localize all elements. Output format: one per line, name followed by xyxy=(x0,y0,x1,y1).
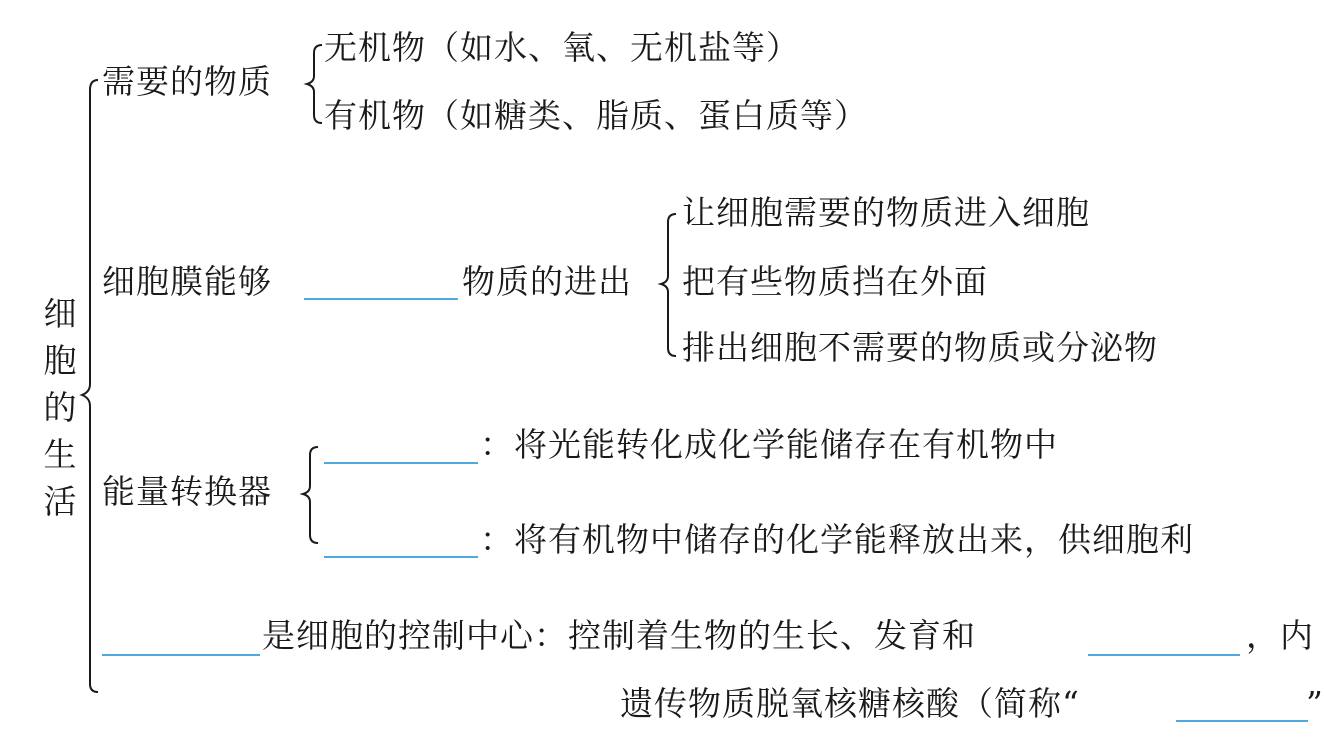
membrane-bracket xyxy=(661,214,676,356)
energy-line-1: ：将光能转化成化学能储存在有机物中 xyxy=(480,425,1058,464)
control-text-1-end: ，内 xyxy=(1246,616,1314,655)
root-char: 细 xyxy=(43,294,77,333)
control-blank-1[interactable] xyxy=(102,654,260,656)
root-char: 的 xyxy=(43,388,77,427)
control-text-2: 遗传物质脱氧核糖核酸（简称“ xyxy=(620,684,1080,723)
membrane-blank[interactable] xyxy=(304,298,458,300)
membrane-item: 把有些物质挡在外面 xyxy=(682,262,988,301)
energy-blank-1[interactable] xyxy=(324,462,478,464)
inorganic-text: 无机物（如水、氧、无机盐等） xyxy=(324,28,800,67)
materials-label: 需要的物质 xyxy=(102,62,272,101)
energy-bracket xyxy=(303,447,318,543)
root-char: 生 xyxy=(43,435,77,474)
energy-blank-2[interactable] xyxy=(324,556,478,558)
organic-text: 有机物（如糖类、脂质、蛋白质等） xyxy=(324,96,868,135)
membrane-prefix: 细胞膜能够 xyxy=(102,262,272,301)
control-text-1: 是细胞的控制中心：控制着生物的生长、发育和 xyxy=(262,616,976,655)
membrane-suffix: 物质的进出 xyxy=(462,262,632,301)
energy-line-2: ：将有机物中储存的化学能释放出来，供细胞利 xyxy=(480,520,1194,559)
membrane-item: 让细胞需要的物质进入细胞 xyxy=(682,193,1090,232)
control-text-2-end: ” xyxy=(1306,684,1324,723)
energy-label: 能量转换器 xyxy=(102,472,272,511)
control-blank-2[interactable] xyxy=(1088,654,1240,656)
root-title xyxy=(40,290,80,525)
root-char: 胞 xyxy=(43,341,77,380)
root-char: 活 xyxy=(43,482,77,521)
materials-bracket xyxy=(307,45,322,123)
control-blank-3[interactable] xyxy=(1176,720,1308,722)
main-bracket xyxy=(82,80,98,692)
membrane-item: 排出细胞不需要的物质或分泌物 xyxy=(682,328,1158,367)
